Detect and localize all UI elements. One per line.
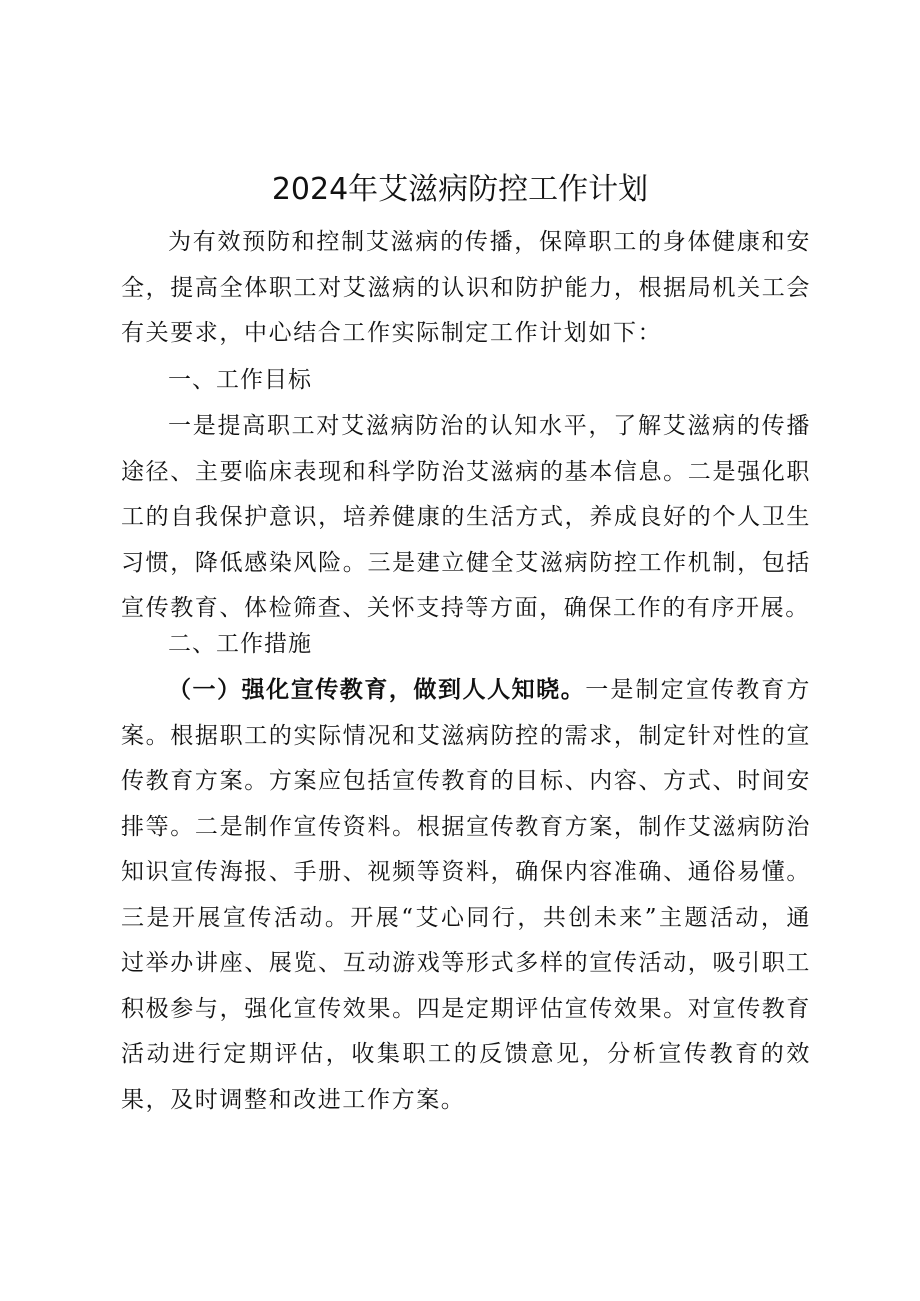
section2-heading: 二、工作措施 [168, 631, 312, 657]
section2-sub1-title: （一）强化宣传教育，做到人人知晓。 [168, 677, 586, 703]
section2-sub1-text: 一是制定宣传教育方案。根据职工的实际情况和艾滋病防控的需求，制定针对性的宣传教育方案。方案应包括宣传教育的目标、内容、方式、时间安排等。二是制作宣传资料。根据宣传教育方案，制作艾滋病防治知识宣传海报、手册、视频等资料，确保内容准确、通俗易懂。三是开展宣传活动。开展“艾心同行，共创未来”主题活动，通过举办讲座、展览、互动游戏等形式多样的宣传活动，吸引职工积极参与，强化宣传效果。四是定期评估宣传效果。对宣传教育活动进行定期评估，收集职工的反馈意见，分析宣传教育的效果，及时调整和改进工作方案。 [121, 677, 811, 1113]
section1-heading: 一、工作目标 [168, 367, 312, 393]
section1-paragraph: 一是提高职工对艾滋病防治的认知水平，了解艾滋病的传播途径、主要临床表现和科学防治艾滋病的基本信息。二是强化职工的自我保护意识，培养健康的生活方式，养成良好的个人卫生习惯，降低感染风险。三是建立健全艾滋病防控工作机制，包括宣传教育、体检筛查、关怀支持等方面，确保工作的有序开展。 [121, 413, 811, 621]
intro-paragraph: 为有效预防和控制艾滋病的传播，保障职工的身体健康和安全，提高全体职工对艾滋病的认识和防护能力，根据局机关工会有关要求，中心结合工作实际制定工作计划如下： [121, 229, 811, 346]
section2-sub1-paragraph [121, 668, 811, 1123]
document-title: 2024年艾滋病防控工作计划 [271, 172, 649, 207]
